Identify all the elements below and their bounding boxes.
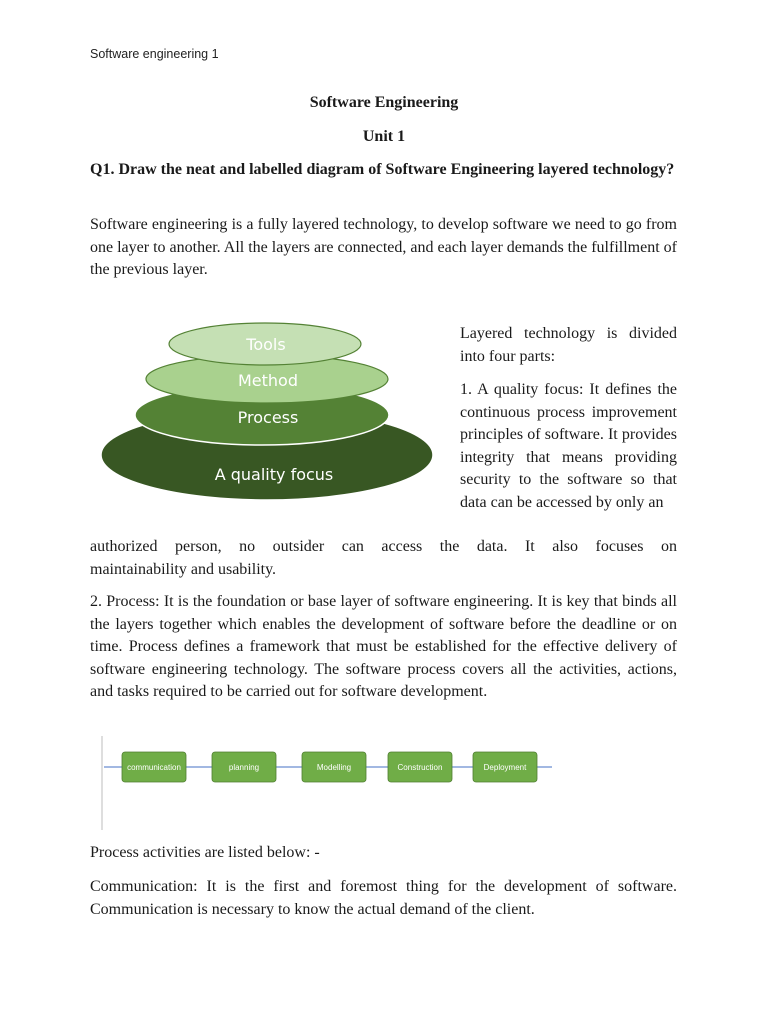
process-flow-diagram [90,732,560,832]
layer-label-quality-focus: A quality focus [214,465,334,484]
process-paragraph: 2. Process: It is the foundation or base layer of software engineering. It is key that binds all the layers together which enables the development of software before the deadline or on time. Process defines a framework that must be established for the effective delivery of software engineering technology. The software process covers all the activities, actions, and tasks required to be carried out for software development. [90,593,677,700]
flow-label-deployment: Deployment [483,763,527,772]
document-title: Software Engineering [309,94,459,111]
communication-paragraph: Communication: It is the first and foremost thing for the development of software. Communication is necessary to know the actual demand of the client. [90,878,677,918]
flow-label-construction: Construction [397,763,443,772]
flow-label-modelling: Modelling [316,763,352,772]
activities-heading: Process activities are listed below: - [90,844,320,861]
question-heading: Q1. Draw the neat and labelled diagram of Software Engineering layered technology? [90,161,675,178]
flow-label-planning: planning [228,763,260,772]
layers-intro-text: Layered technology is divided into four parts: [460,325,677,365]
quality-cont-line-2: maintainability and usability. [90,560,277,578]
layer-label-tools: Tools [246,335,286,354]
flow-label-communication: communication [127,763,181,772]
quality-focus-continuation [90,536,677,581]
unit-title: Unit 1 [362,128,406,145]
running-header: Software engineering 1 [90,47,219,61]
intro-paragraph: Software engineering is a fully layered technology, to develop software we need to go from one layer to another. All the layers are connected, and each layer demands the fulfillment of the previous layer. [90,216,677,278]
quality-focus-text: 1. A quality focus: It defines the continuous process improvement principles of software. It provides integrity that means providing security to the software so that data can be accessed by only an [460,381,677,511]
layer-label-process: Process [237,408,299,427]
layered-technology-diagram [100,318,445,503]
layer-label-method: Method [237,371,299,390]
quality-cont-line-1: authorized person, no outsider can access the data. It also focuses on [90,538,677,555]
